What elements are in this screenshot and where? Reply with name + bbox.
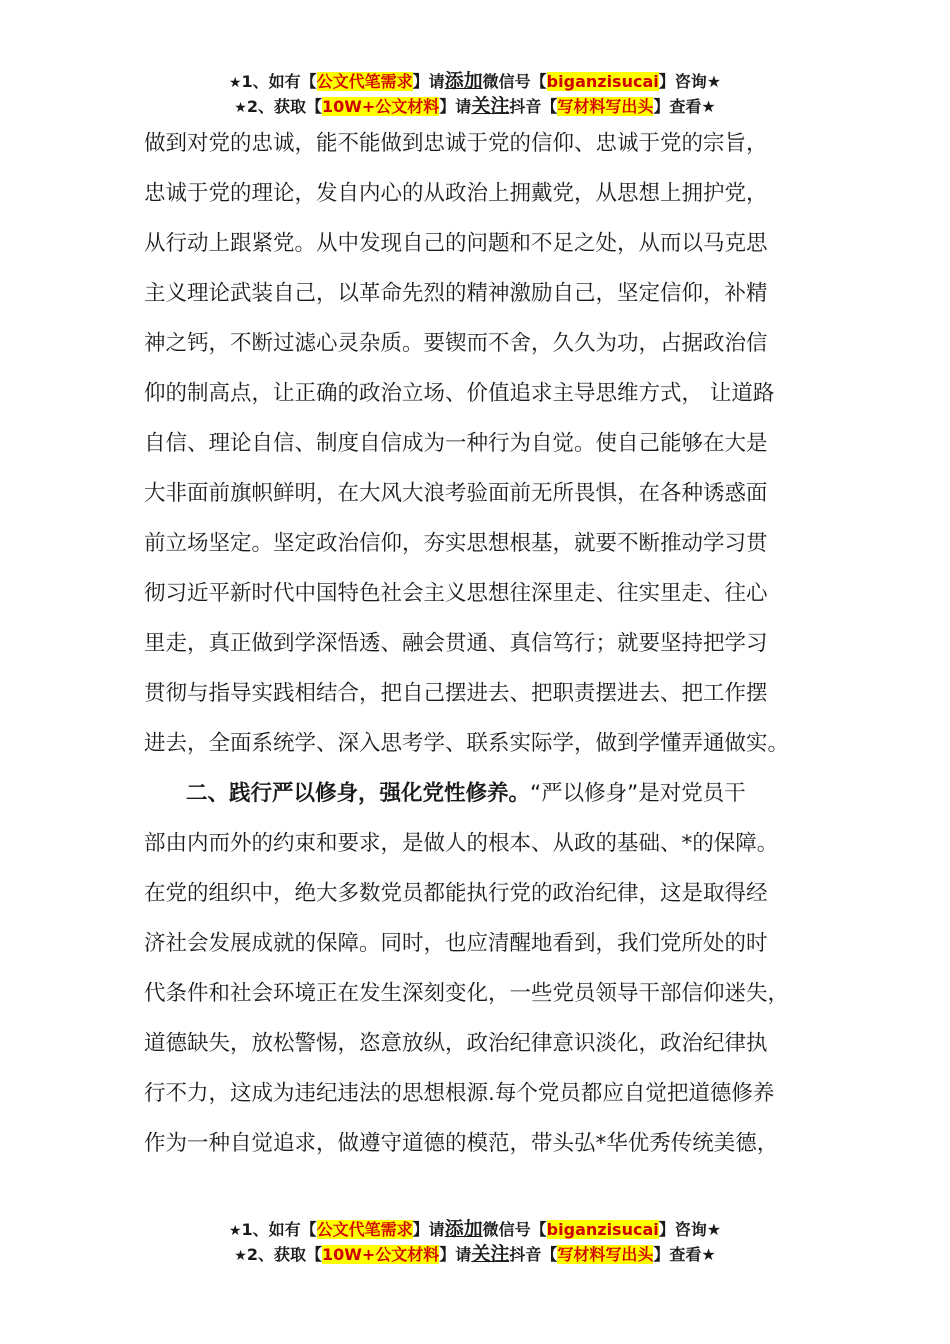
body-line: 从行动上跟紧党。从中发现自己的问题和不足之处，从而以马克思 bbox=[144, 231, 768, 256]
highlight-wechat-id: biganzisucai bbox=[546, 72, 659, 91]
body-line: 代条件和社会环境正在发生深刻变化，一些党员领导干部信仰迷失， bbox=[144, 981, 790, 1006]
body-line: 自信、理论自信、制度自信成为一种行为自觉。使自己能够在大是 bbox=[144, 431, 768, 456]
body-line: 彻习近平新时代中国特色社会主义思想往深里走、往实里走、往心 bbox=[144, 581, 768, 606]
highlight-douyin: 写材料写出头 bbox=[557, 1245, 654, 1264]
body-line: 主义理论武装自己，以革命先烈的精神激励自己，坚定信仰，补精 bbox=[144, 281, 768, 306]
banner-line-2: ★2、获取【10W+公文材料】请关注抖音【写材料写出头】查看★ bbox=[234, 95, 716, 117]
body-line: 忠诚于党的理论，发自内心的从政治上拥戴党，从思想上拥护党， bbox=[144, 181, 768, 206]
banner-line-1: ★1、如有【公文代笔需求】请添加微信号【biganzisucai】咨询★ bbox=[228, 70, 722, 92]
body-line: 济社会发展成就的保障。同时，也应清醒地看到，我们党所处的时 bbox=[144, 931, 768, 956]
banner-line-1: ★1、如有【公文代笔需求】请添加微信号【biganzisucai】咨询★ bbox=[228, 1218, 722, 1240]
highlight-wechat-id: biganzisucai bbox=[546, 1220, 659, 1239]
body-line: 仰的制高点，让正确的政治立场、价值追求主导思维方式， 让道路 bbox=[144, 381, 775, 406]
body-line: 行不力，这成为违纪违法的思想根源.每个党员都应自觉把道德修养 bbox=[144, 1081, 775, 1106]
body-line: 进去，全面系统学、深入思考学、联系实际学，做到学懂弄通做实。 bbox=[144, 731, 790, 756]
highlight-service: 公文代笔需求 bbox=[316, 1220, 413, 1239]
section-heading-line: 二、践行严以修身，强化党性修养。“严以修身”是对党员干 bbox=[186, 781, 746, 806]
body-line: 里走，真正做到学深悟透、融会贯通、真信笃行；就要坚持把学习 bbox=[144, 631, 768, 656]
body-line: 贯彻与指导实践相结合，把自己摆进去、把职责摆进去、把工作摆 bbox=[144, 681, 768, 706]
body-line: 神之钙，不断过滤心灵杂质。要锲而不舍，久久为功，占据政治信 bbox=[144, 331, 768, 356]
top-banner bbox=[0, 70, 950, 120]
body-line: 大非面前旗帜鲜明，在大风大浪考验面前无所畏惧，在各种诱惑面 bbox=[144, 481, 768, 506]
body-line: 前立场坚定。坚定政治信仰，夯实思想根基，就要不断推动学习贯 bbox=[144, 531, 768, 556]
highlight-materials: 10W+公文材料 bbox=[321, 1245, 440, 1264]
body-line: 道德缺失，放松警惕，恣意放纵，政治纪律意识淡化，政治纪律执 bbox=[144, 1031, 768, 1056]
highlight-douyin: 写材料写出头 bbox=[557, 97, 654, 116]
body-line: 作为一种自觉追求，做遵守道德的模范，带头弘*华优秀传统美德， bbox=[144, 1131, 779, 1156]
document-body bbox=[144, 119, 834, 1169]
highlight-service: 公文代笔需求 bbox=[316, 72, 413, 91]
body-line: 在党的组织中，绝大多数党员都能执行党的政治纪律，这是取得经 bbox=[144, 881, 768, 906]
banner-line-2: ★2、获取【10W+公文材料】请关注抖音【写材料写出头】查看★ bbox=[234, 1243, 716, 1265]
highlight-materials: 10W+公文材料 bbox=[321, 97, 440, 116]
section-heading: 二、践行严以修身，强化党性修养。 bbox=[186, 781, 531, 806]
body-line: 做到对党的忠诚，能不能做到忠诚于党的信仰、忠诚于党的宗旨， bbox=[144, 131, 768, 156]
bottom-banner bbox=[0, 1218, 950, 1268]
body-line: 部由内而外的约束和要求，是做人的根本、从政的基础、*的保障。 bbox=[144, 831, 779, 856]
